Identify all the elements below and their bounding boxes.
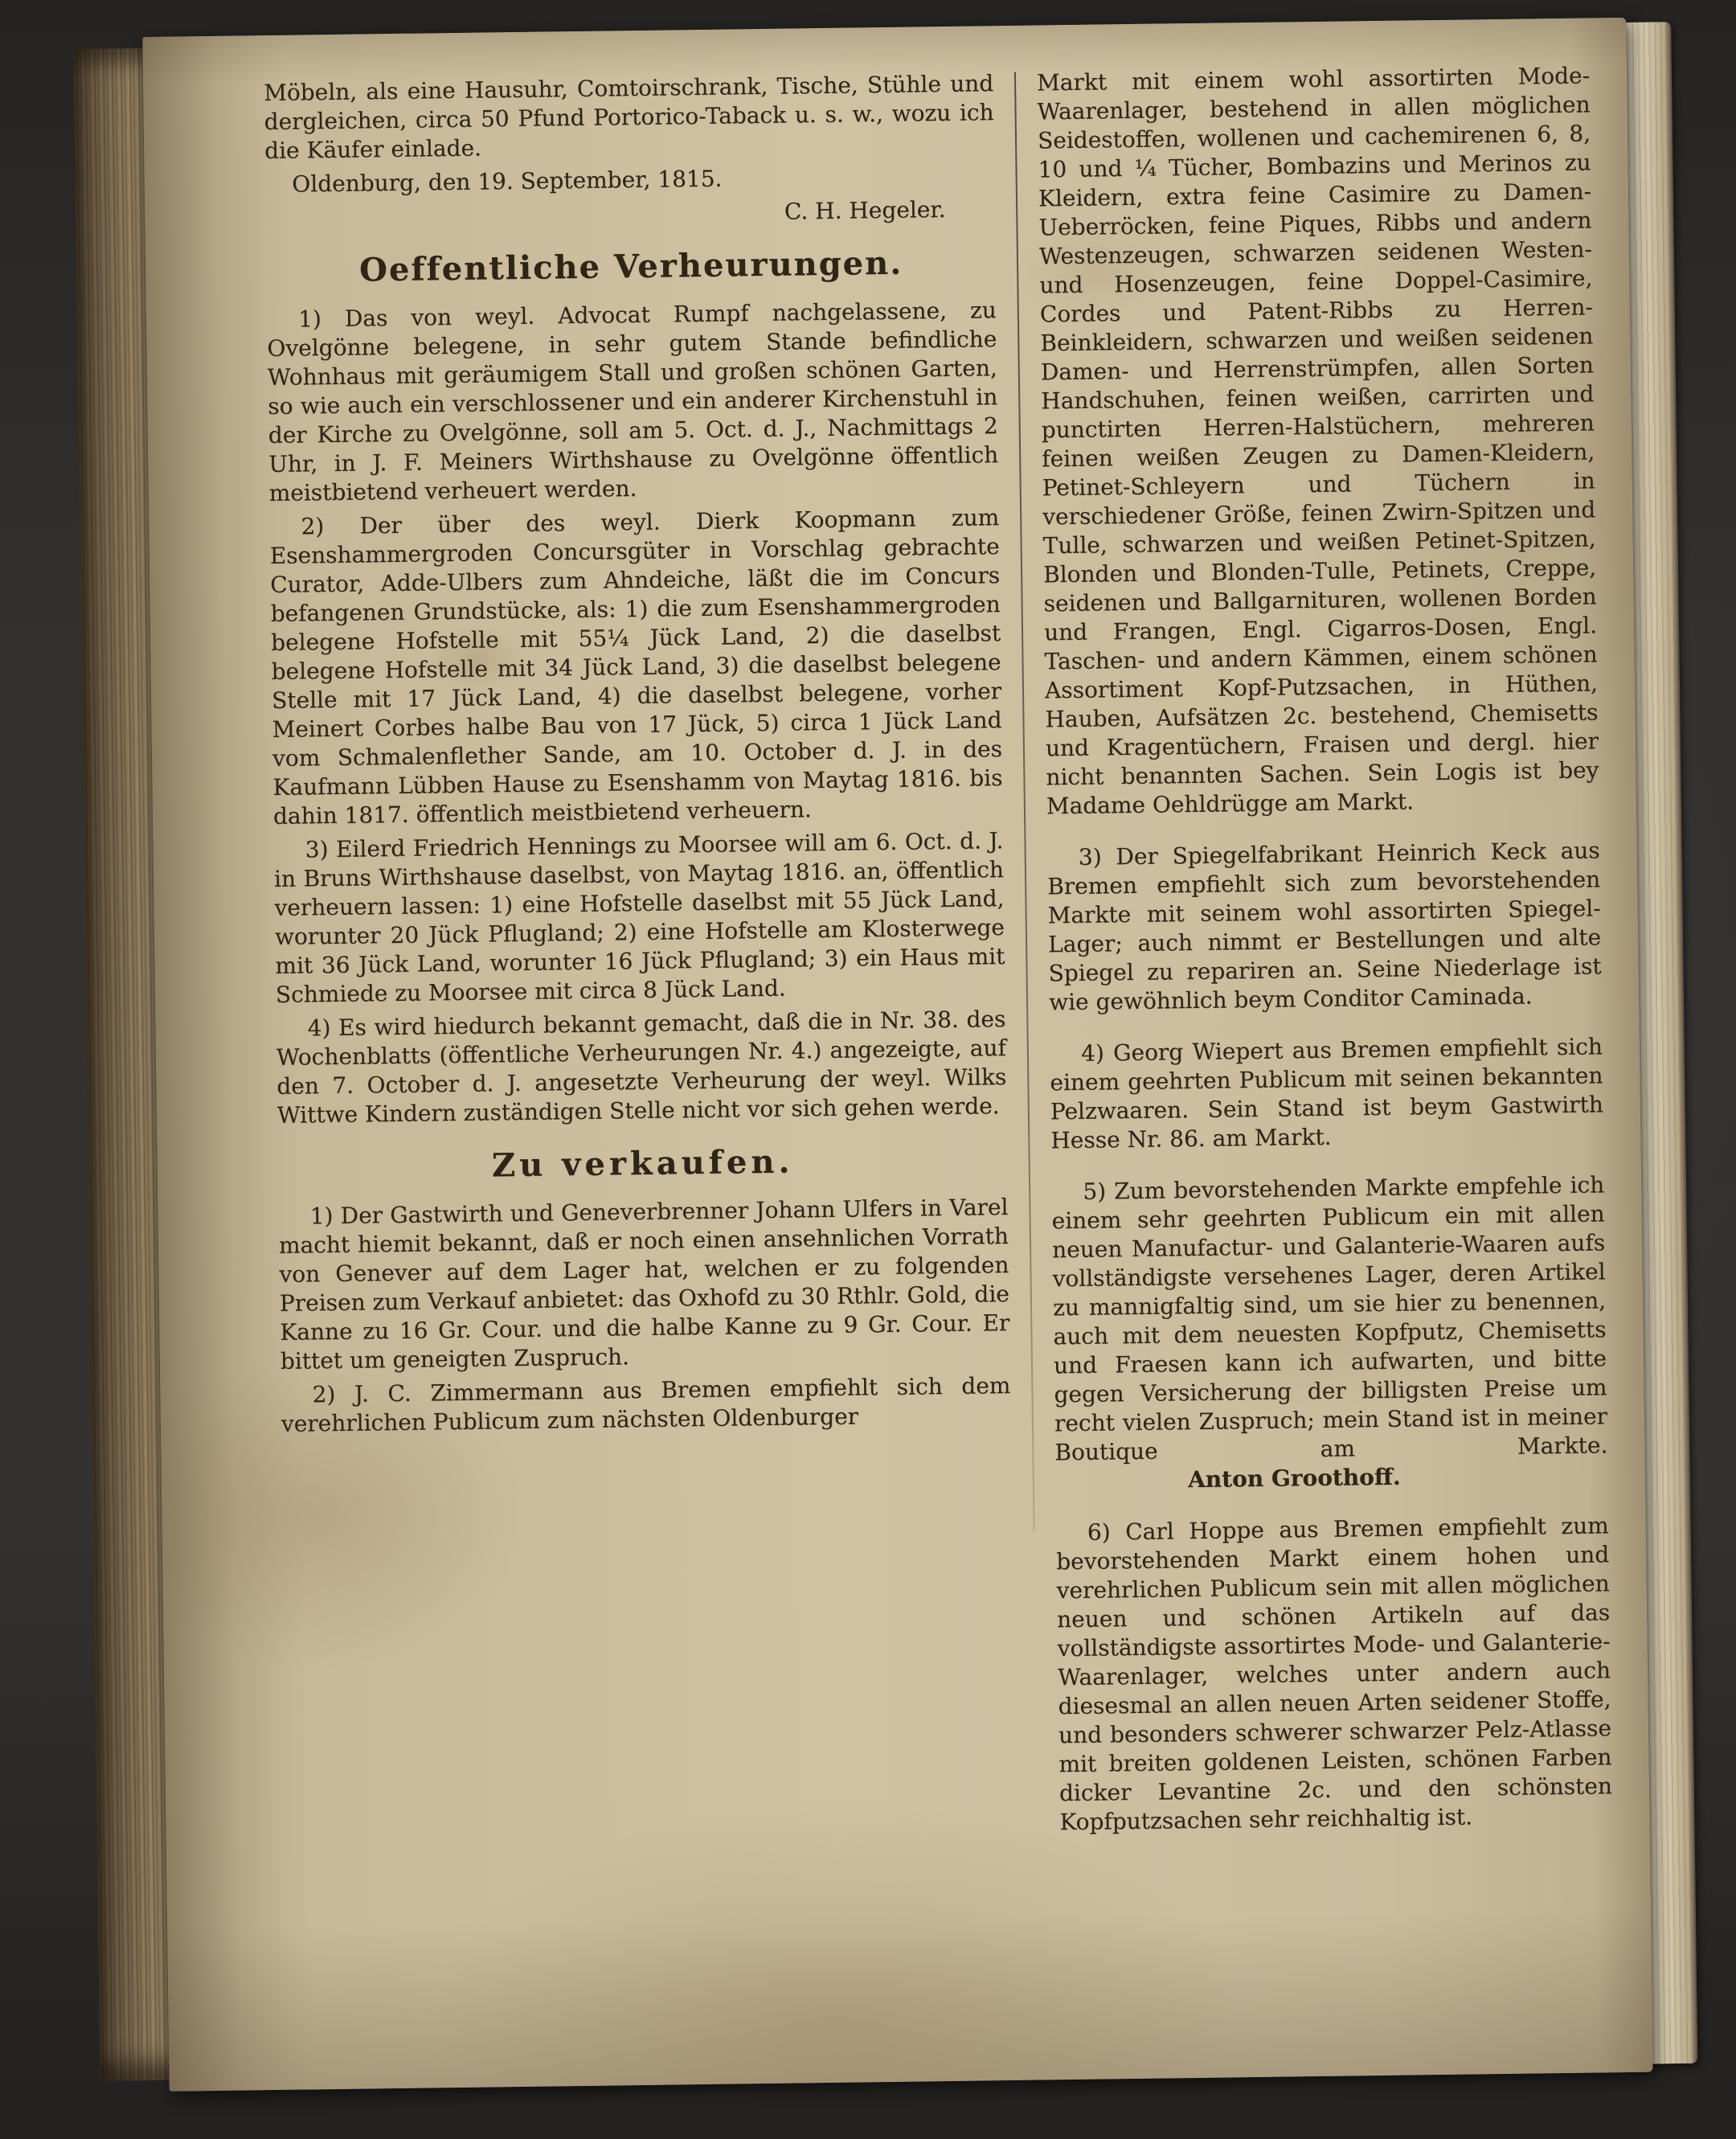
paragraph: 3) Eilerd Friedrich Hennings zu Moorsee will am 6. Oct. d. J. in Bruns Wirthshause daselbst, von Maytag 1816. an, öffentlich verheuern lassen: 1) eine Hofstelle daselbst mit 55 Jück Land, worunter 20 Jück Pflugland; 2) eine Hofstelle am Klosterwege mit 36 Jück Land, worunter 16 Jück Pflugland; 3) ein Haus mit Schmiede zu Moorsee mit circa 8 Jück Land. <box>273 827 1005 1008</box>
book <box>73 17 1701 2100</box>
paragraph <box>1051 1170 1608 1496</box>
signature-groothoff: Anton Groothoff. <box>1187 1463 1401 1494</box>
paragraph-continuation: Möbeln, als eine Hausuhr, Comtoirschrank, Tische, Stühle und dergleichen, circa 50 Pfund Portorico-Taback u. s. w., wozu ich die Käufer einlade. <box>263 70 994 165</box>
column-divider <box>1014 72 1035 1531</box>
paragraph: 6) Carl Hoppe aus Bremen empfiehlt zum bevorstehenden Markt einem hohen und verehrlichen Publicum sein mit allen möglichen neuen und schönen Artikeln auf das vollständigste assortirtes Mode- und Galanterie-Waarenlager, welches unter andern auch diesesmal an allen neuen Arten seidener Stoffe, und besonders schwerer schwarzer Pelz-Atlasse mit breiten goldenen Leisten, schönen Farben dicker Levantine 2c. und den schönsten Kopfputzsachen sehr reichhaltig ist. <box>1055 1512 1613 1836</box>
paragraph: 4) Georg Wiepert aus Bremen empfiehlt sich einem geehrten Publicum mit seinen bekannten Pelzwaaren. Sein Stand ist beym Gastwirth Hesse Nr. 86. am Markt. <box>1050 1033 1604 1154</box>
paragraph: 4) Es wird hiedurch bekannt gemacht, daß die in Nr. 38. des Wochenblatts (öffentliche Verheurungen Nr. 4.) angezeigte, auf den 7. October d. J. angesetzte Verheurung der weyl. Wilks Wittwe Kindern zuständigen Stelle nicht vor sich gehen werde. <box>276 1006 1007 1129</box>
page-content <box>142 18 1652 2092</box>
dateline: Oldenburg, den 19. September, 1815. <box>292 165 723 198</box>
section-heading-verheurungen: Oeffentliche Verheurungen. <box>358 244 903 289</box>
right-column <box>1037 61 1615 2047</box>
paragraph: 2) J. C. Zimmermann aus Bremen empfiehlt sich dem verehrlichen Publicum zum nächsten Oldenburger <box>280 1372 1011 1437</box>
paragraph-text: 5) Zum bevorstehenden Markte empfehle ich einem sehr geehrten Publicum ein mit allen neuen Manufactur- und Galanterie-Waaren aufs vollständigste versehenes Lager, deren Artikel zu mannigfaltig sind, um sie hier zu benennen, auch mit dem neuesten Kopfputz, Chemisetts und Fraesen kann ich aufwarten, und bitte gegen Versicherung der billigsten Preise um recht vielen Zuspruch; mein Stand ist in meiner Boutique am Markte. <box>1051 1171 1608 1466</box>
section-heading-verkaufen: Zu verkaufen. <box>491 1142 794 1185</box>
signature-hegeler: C. H. Hegeler. <box>784 195 946 225</box>
paragraph: 2) Der über des weyl. Dierk Koopmann zum Esenshammergroden Concursgüter in Vorschlag gebrachte Curator, Adde-Ulbers zum Ahndeiche, läßt die im Concurs befangenen Grundstücke, als: 1) die zum Esenshammergroden belegene Hofstelle mit 55¼ Jück Land, 2) die daselbst belegene Hofstelle mit 34 Jück Land, 3) die daselbst belegene Stelle mit 17 Jück Land, 4) die daselbst belegene, vorher Meinert Corbes halbe Bau von 17 Jück, 5) circa 1 Jück Land vom Schmalenflether Sande, am 10. October d. J. in des Kaufmann Lübben Hause zu Esenshamm von Maytag 1816. bis dahin 1817. öffentlich meistbietend verheuern. <box>269 504 1003 830</box>
left-column <box>264 69 1019 2058</box>
paragraph: 1) Der Gastwirth und Geneverbrenner Johann Ulfers in Varel macht hiemit bekannt, daß er noch einen ansehnlichen Vorrath von Genever auf dem Lager hat, welchen er zu folgenden Preisen zum Verkauf anbietet: das Oxhofd zu 30 Rthlr. Gold, die Kanne zu 16 Gr. Cour. und die halbe Kanne zu 9 Gr. Cour. Er bittet um geneigten Zuspruch. <box>278 1194 1010 1375</box>
paragraph: 3) Der Spiegelfabrikant Heinrich Keck aus Bremen empfiehlt sich zum bevorstehenden Markte mit seinem wohl assortirten Spiegel-Lager; auch nimmt er Bestellungen und alte Spiegel zu repariren an. Seine Niederlage ist wie gewöhnlich beym Conditor Caminada. <box>1046 837 1602 1016</box>
paragraph: 1) Das von weyl. Advocat Rumpf nachgelassene, zu Ovelgönne belegene, in sehr gutem Stande befindliche Wohnhaus mit geräumigem Stall und großen schönen Garten, so wie auch ein verschlossener und ein anderer Kirchenstuhl in der Kirche zu Ovelgönne, soll am 5. Oct. d. J., Nachmittags 2 Uhr, in J. F. Meiners Wirthshause zu Ovelgönne öffentlich meistbietend verheuert werden. <box>267 297 999 507</box>
paragraph-continuation: Markt mit einem wohl assortirten Mode-Waarenlager, bestehend in allen möglichen Seidestoffen, wollenen und cachemirenen 6, 8, 10 und ¼ Tücher, Bombazins und Merinos zu Kleidern, extra feine Casimire zu Damen-Ueberröcken, feine Piques, Ribbs und andern Westenzeugen, schwarzen seidenen Westen- und Hosenzeugen, feine Doppel-Casimire, Cordes und Patent-Ribbs zu Herren-Beinkleidern, schwarzen und weißen seidenen Damen- und Herrenstrümpfen, allen Sorten Handschuhen, feinen weißen, carrirten und punctirten Herren-Halstüchern, mehreren feinen weißen Zeugen zu Damen-Kleidern, Petinet-Schleyern und Tüchern in verschiedener Größe, feinen Zwirn-Spitzen und Tulle, schwarzen und weißen Petinet-Spitzen, Blonden und Blonden-Tulle, Petinets, Creppe, seidenen und Ballgarnituren, wollenen Borden und Frangen, Engl. Cigarros-Dosen, Engl. Taschen- und andern Kämmen, einem schönen Assortiment Kopf-Putzsachen, in Hüthen, Hauben, Aufsätzen 2c. bestehend, Chemisetts und Kragentüchern, Fraisen und dergl. hier nicht benannten Sachen. Sein Logis ist bey Madame Oehldrügge am Markt. <box>1036 62 1599 820</box>
newspaper-page <box>142 18 1652 2092</box>
